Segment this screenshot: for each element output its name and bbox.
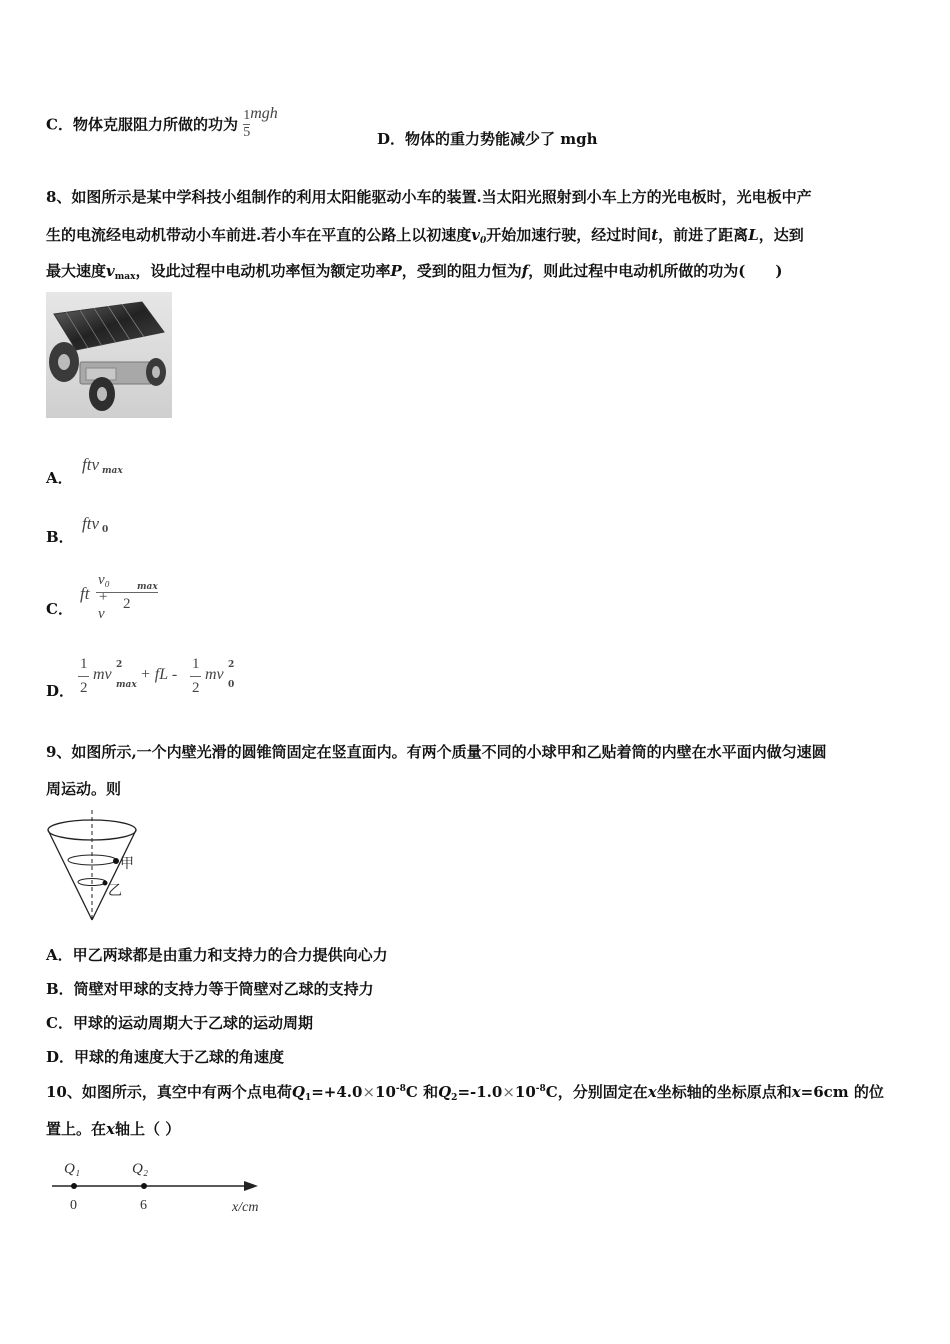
- sub: max: [114, 272, 136, 282]
- q7-option-c-expr: mgh: [250, 105, 278, 122]
- var-x: x: [106, 1120, 115, 1138]
- text: C，分别固定在: [545, 1083, 648, 1101]
- q8-stem-line1: 8、如图所示是某中学科技小组制作的利用太阳能驱动小车的装置.当太阳光照射到小车上方的光电板时，光电板中产: [46, 188, 812, 206]
- text: ，达到: [758, 226, 804, 244]
- q7-option-d: D．物体的重力势能减少了 mgh: [377, 130, 598, 148]
- var-f: f: [521, 262, 529, 280]
- var-t: t: [651, 226, 659, 244]
- q9-option-d: D．甲球的角速度大于乙球的角速度: [46, 1048, 285, 1066]
- fig-label-yi: 乙: [108, 883, 122, 899]
- sub: 2: [451, 1093, 458, 1103]
- var-Q1: Q: [291, 1083, 305, 1101]
- text: 轴上（ ）: [114, 1120, 181, 1138]
- text: 最大速度: [46, 262, 107, 280]
- sub: max: [137, 582, 158, 592]
- sub: 1: [304, 1093, 312, 1103]
- fig-tick-6: 6: [140, 1198, 147, 1213]
- sub: max: [116, 680, 137, 690]
- text: ，则此过程中电动机所做的功为( ): [528, 262, 783, 280]
- q9-option-a: A．甲乙两球都是由重力和支持力的合力提供向心力: [46, 946, 388, 964]
- var-L: L: [748, 226, 759, 244]
- var-v: v: [106, 262, 115, 280]
- var-P: P: [390, 262, 402, 280]
- frac-bar: [96, 592, 158, 593]
- expr-mv: mv: [93, 666, 112, 683]
- fig-axis-label: x/cm: [232, 1200, 259, 1215]
- text: 坐标轴的坐标原点和: [656, 1083, 792, 1101]
- label: C．: [46, 600, 73, 618]
- fig-tick-0: 0: [70, 1198, 77, 1213]
- expr-ft: ft: [80, 584, 90, 603]
- q9-stem-line2: 周运动。则: [46, 780, 122, 798]
- q8-stem-line3: [46, 260, 782, 282]
- fig-label-jia: 甲: [120, 856, 134, 872]
- q9-stem-line1: 9、如图所示,一个内壁光滑的圆锥筒固定在竖直面内。有两个质量不同的小球甲和乙贴着筒的内壁在水平面内做匀速圆: [46, 743, 827, 761]
- text: ，受到的阻力恒为: [401, 262, 522, 280]
- text: C 和: [405, 1083, 439, 1101]
- var-x: x: [791, 1083, 801, 1101]
- sub: 0: [102, 525, 109, 535]
- q7-option-c: [46, 105, 278, 141]
- sup: -8: [395, 1084, 406, 1094]
- expr: ftv: [82, 455, 99, 474]
- text: 开始加速行驶，经过时间: [486, 226, 652, 244]
- q9-option-c: C．甲球的运动周期大于乙球的运动周期: [46, 1014, 313, 1032]
- q10-stem-line1: [46, 1081, 884, 1103]
- text: 置上。在: [46, 1120, 107, 1138]
- expr: ftv: [82, 514, 99, 533]
- frac-numerator: v₀ + v: [98, 572, 110, 622]
- sup: 2: [116, 660, 123, 670]
- label: D．: [46, 682, 75, 700]
- expr-mid: + fL -: [140, 666, 178, 683]
- times-sign: ×: [502, 1083, 515, 1101]
- frac-denominator: 5: [243, 124, 251, 140]
- var-x: x: [647, 1083, 657, 1101]
- sup: -8: [535, 1084, 546, 1094]
- cone-figure: [46, 808, 146, 924]
- text: 生的电流经电动机带动小车前进.若小车在平直的公路上以初速度: [46, 226, 472, 244]
- frac-numerator: 1: [192, 656, 200, 672]
- text: ，设此过程中电动机功率恒为额定功率: [135, 262, 391, 280]
- q10-stem-line2: [46, 1118, 180, 1139]
- label: B．: [46, 528, 74, 546]
- fig-q2-label: Q₂: [132, 1161, 149, 1177]
- var-v0: v: [471, 226, 480, 244]
- text: 10、如图所示，真空中有两个点电荷: [46, 1083, 292, 1101]
- var-Q2: Q: [438, 1083, 452, 1101]
- times-sign: ×: [362, 1083, 376, 1101]
- text: =+4.0: [311, 1083, 363, 1101]
- frac-bar: [190, 676, 201, 677]
- q7-option-c-label: C．物体克服阻力所做的功为: [46, 115, 238, 134]
- frac-numerator: 1: [80, 656, 88, 672]
- fig-q1-label: Q₁: [64, 1161, 81, 1177]
- x-axis-figure: [46, 1152, 286, 1222]
- text: ，前进了距离: [658, 226, 749, 244]
- text: =6cm 的位: [800, 1083, 884, 1101]
- sub: max: [102, 466, 123, 476]
- frac-bar: [78, 676, 89, 677]
- expr-mv: mv: [205, 666, 224, 683]
- q9-option-b: B．筒壁对甲球的支持力等于筒壁对乙球的支持力: [46, 980, 374, 998]
- frac-denominator: 2: [192, 680, 200, 696]
- q8-stem-line2: [46, 224, 804, 246]
- sub: 0: [479, 236, 487, 246]
- frac-numerator: 1: [243, 107, 251, 123]
- frac-denominator: 2: [123, 596, 131, 612]
- text: 10: [375, 1083, 396, 1101]
- text: =-1.0: [457, 1083, 503, 1101]
- frac-denominator: 2: [80, 680, 88, 696]
- text: 10: [514, 1083, 536, 1101]
- solar-car-image: [46, 292, 172, 418]
- sub: 0: [228, 680, 235, 690]
- sup: 2: [228, 660, 235, 670]
- label: A．: [46, 469, 73, 487]
